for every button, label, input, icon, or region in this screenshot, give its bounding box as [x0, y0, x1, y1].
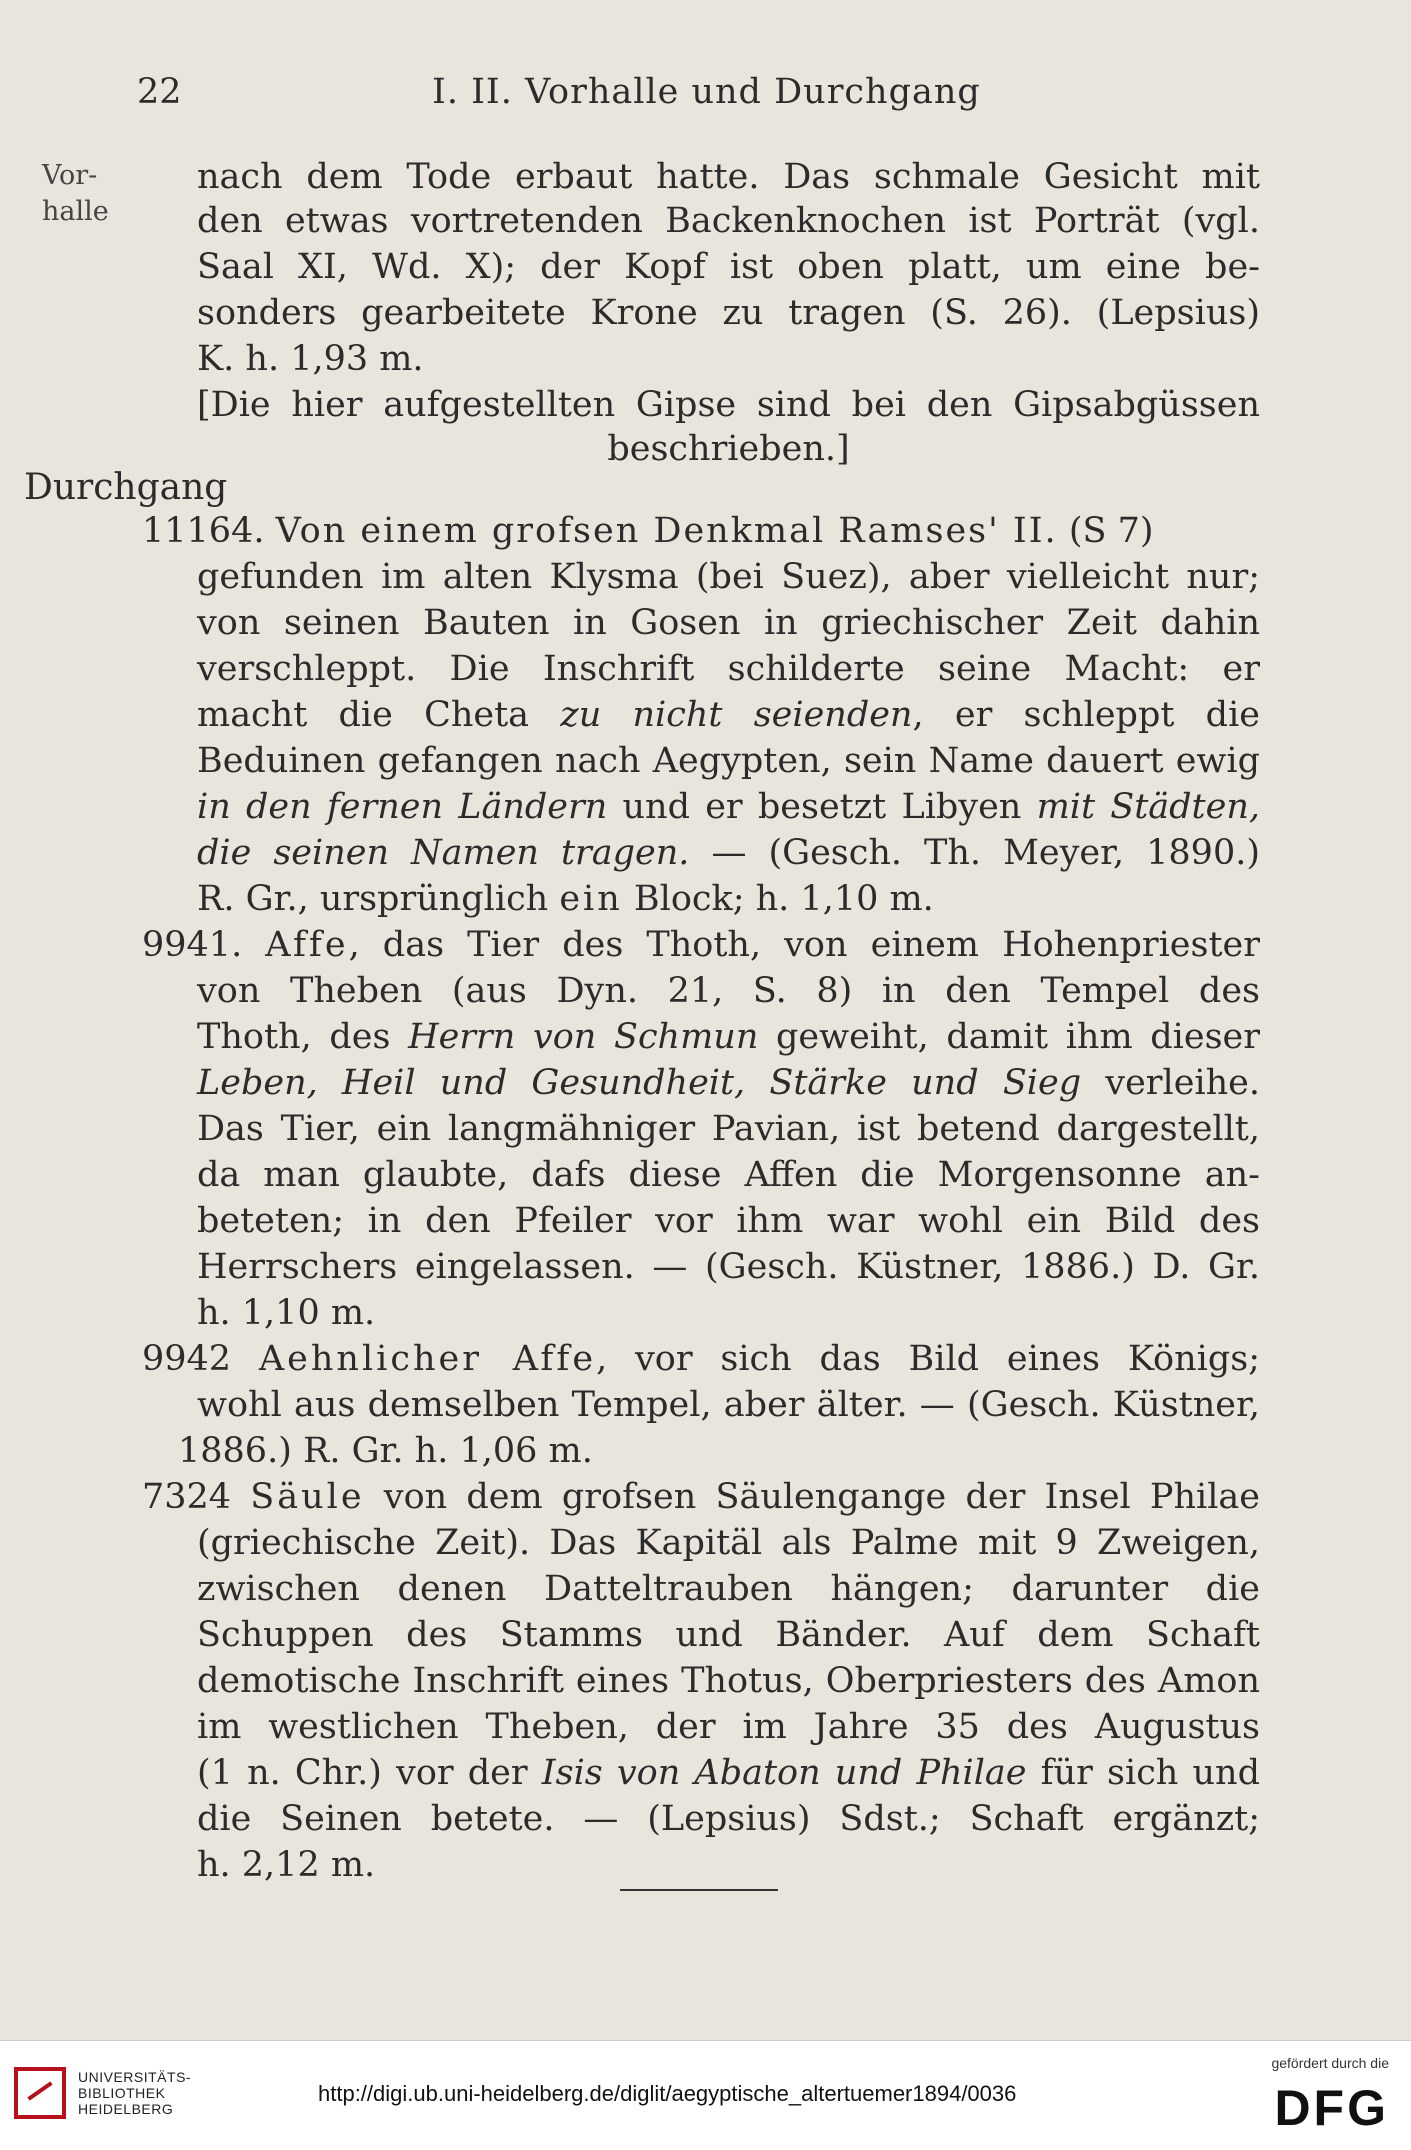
sponsor-label: gefördert durch die [1271, 2055, 1389, 2071]
text: Thoth, des [197, 1017, 409, 1057]
entry-title: Säule [250, 1477, 365, 1517]
text-line [197, 1014, 1260, 1060]
text-line [197, 1750, 1260, 1796]
margin-note-vorhalle-2: halle [42, 196, 109, 227]
text-line: verschleppt. Die Inschrift schilderte seine Macht: er [197, 649, 1260, 689]
spaced-text: ein [559, 879, 623, 919]
italic-text: Leben, Heil und Gesundheit, Stärke und Sieg [197, 1063, 1082, 1103]
text: Block; h. 1,10 m. [622, 879, 934, 919]
text: von dem grofsen Säulengange der Insel Philae [364, 1477, 1260, 1517]
text-line: Schuppen des Stamms und Bänder. Auf dem Schaft [197, 1615, 1260, 1655]
note-line: [Die hier aufgestellten Gipse sind bei den Gipsabgüssen [197, 385, 1260, 425]
text-line [197, 784, 1260, 830]
text-line: Saal XI, Wd. X); der Kopf ist oben platt, um eine be- [197, 247, 1260, 287]
entry-number: 11164. [142, 511, 265, 551]
text-line: im westlichen Theben, der im Jahre 35 des Augustus [197, 1707, 1260, 1747]
library-logo-icon [14, 2067, 66, 2119]
entry-9941-first-line [142, 922, 1260, 968]
entry-title: Affe [265, 925, 349, 965]
entry-number: 9941. [142, 925, 243, 965]
italic-text: in den fernen Ländern [197, 787, 608, 827]
text: , das Tier des Thoth, von einem Hohenpriester [348, 925, 1260, 965]
entry-title: Aehnlicher Affe [258, 1339, 597, 1379]
note-line: beschrieben.] [607, 429, 850, 469]
text: , vor sich das Bild eines Königs; [596, 1339, 1260, 1379]
entry-ref: (S 7) [1068, 511, 1154, 551]
text-line [197, 876, 1260, 922]
text-line [197, 830, 1260, 876]
running-title: I. II. Vorhalle und Durchgang [432, 72, 981, 112]
text-line: den etwas vortretenden Backenknochen ist Porträt (vgl. [197, 201, 1260, 241]
italic-text: zu nicht seienden [560, 695, 913, 735]
page-number: 22 [137, 72, 182, 112]
text-line: nach dem Tode erbaut hatte. Das schmale Gesicht mit [197, 157, 1260, 197]
entry-title: Von einem grofsen Denkmal Ramses' II. [275, 511, 1058, 551]
italic-text: Herrn von Schmun [408, 1017, 759, 1057]
text-line: K. h. 1,93 m. [197, 339, 424, 379]
permalink[interactable]: http://digi.ub.uni-heidelberg.de/diglit/aegyptische_altertuemer1894/0036 [318, 2081, 1017, 2106]
text-line: gefunden im alten Klysma (bei Suez), aber vielleicht nur; [197, 557, 1260, 597]
entry-number: 7324 [142, 1477, 232, 1517]
text-line: die Seinen betete. — (Lepsius) Sdst.; Schaft ergänzt; [197, 1799, 1260, 1839]
text-line: von Theben (aus Dyn. 21, S. 8) in den Tempel des [197, 971, 1260, 1011]
dfg-logo: DFG [1274, 2080, 1389, 2136]
text-line: von seinen Bauten in Gosen in griechischer Zeit dahin [197, 603, 1260, 643]
text-line: Das Tier, ein langmähniger Pavian, ist betend dargestellt, [197, 1109, 1260, 1149]
text: macht die Cheta [197, 695, 561, 735]
text-line: da man glaubte, dafs diese Affen die Morgensonne an- [197, 1155, 1260, 1195]
text: (1 n. Chr.) vor der [197, 1753, 542, 1793]
text-line: demotische Inschrift eines Thotus, Oberpriesters des Amon [197, 1661, 1260, 1701]
entry-number: 9942 [142, 1339, 232, 1379]
entry-11164-first-line [142, 508, 1260, 554]
text-line: zwischen denen Datteltrauben hängen; darunter die [197, 1569, 1260, 1609]
text: R. Gr., ursprünglich [197, 879, 560, 919]
entry-7324-first-line [142, 1474, 1260, 1520]
text-line: (griechische Zeit). Das Kapitäl als Palme mit 9 Zweigen, [197, 1523, 1260, 1563]
library-name-2: BIBLIOTHEK [78, 2085, 166, 2101]
text-line [197, 692, 1260, 738]
text: geweiht, damit ihm dieser [758, 1017, 1260, 1057]
text-line: Herrschers eingelassen. — (Gesch. Küstner, 1886.) D. Gr. [197, 1247, 1260, 1287]
italic-text: mit Städten, [1036, 787, 1260, 827]
text-line: beteten; in den Pfeiler vor ihm war wohl ein Bild des [197, 1201, 1260, 1241]
digitization-footer [0, 2040, 1411, 2150]
text-line: sonders gearbeitete Krone zu tragen (S. 26). (Lepsius) [197, 293, 1260, 333]
text: und er besetzt Libyen [607, 787, 1037, 827]
text: , er schleppt die [912, 695, 1260, 735]
text: verleihe. [1081, 1063, 1260, 1103]
text-line: wohl aus demselben Tempel, aber älter. — (Gesch. Küstner, [197, 1385, 1260, 1425]
text-line: Beduinen gefangen nach Aegypten, sein Name dauert ewig [197, 741, 1260, 781]
text-line [197, 1060, 1260, 1106]
text: für sich und [1026, 1753, 1260, 1793]
library-name-3: HEIDELBERG [78, 2101, 174, 2117]
text-line: 1886.) R. Gr. h. 1,06 m. [178, 1431, 593, 1471]
margin-note-vorhalle-1: Vor- [42, 160, 98, 191]
italic-text: die seinen Namen tragen. [197, 833, 690, 873]
text-line: h. 2,12 m. [197, 1845, 376, 1885]
end-rule [620, 1889, 778, 1891]
library-name-1: UNIVERSITÄTS- [78, 2069, 192, 2085]
section-heading-durchgang: Durchgang [24, 467, 228, 508]
entry-9942-first-line [142, 1336, 1260, 1382]
text-line: h. 1,10 m. [197, 1293, 376, 1333]
italic-text: Isis von Abaton und Philae [541, 1753, 1027, 1793]
text: — (Gesch. Th. Meyer, 1890.) [689, 833, 1260, 873]
